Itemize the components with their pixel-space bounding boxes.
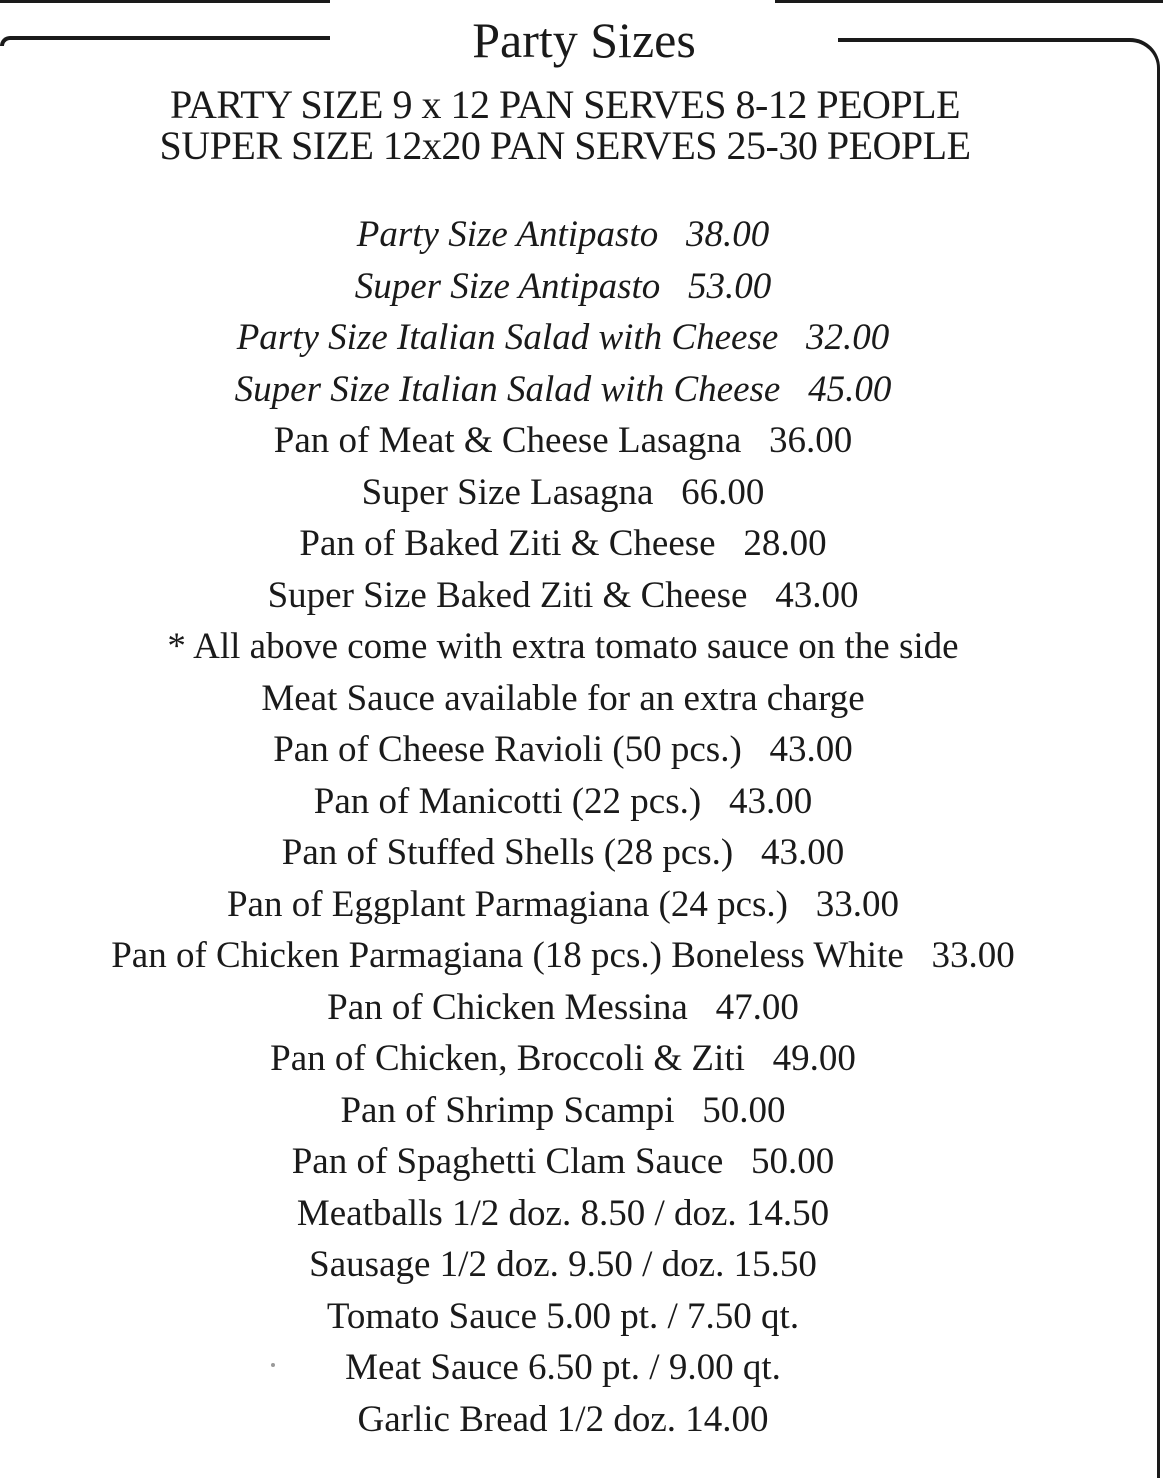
item-price: 43.00 <box>728 780 813 822</box>
item-price: 43.00 <box>761 832 845 873</box>
menu-item <box>0 209 1126 261</box>
menu-item <box>0 724 1126 776</box>
item-price: 36.00 <box>769 420 853 461</box>
item-name: Pan of Spaghetti Clam Sauce <box>291 1141 724 1182</box>
item-price: 45.00 <box>808 368 892 410</box>
item-name: Pan of Chicken, Broccoli & Ziti <box>270 1038 745 1079</box>
item-price: 28.00 <box>743 523 827 564</box>
menu-item <box>0 1342 1126 1394</box>
item-name: Garlic Bread 1/2 doz. 14.00 <box>357 1398 769 1440</box>
menu-item <box>0 415 1126 467</box>
menu-item <box>0 1085 1126 1137</box>
page-title: Party Sizes <box>472 12 696 68</box>
menu-item <box>0 776 1126 828</box>
menu-item <box>0 1136 1126 1188</box>
menu-item <box>0 930 1126 982</box>
item-price: 43.00 <box>775 574 859 616</box>
item-name: Pan of Baked Ziti & Cheese <box>299 523 716 564</box>
item-name: Pan of Eggplant Parmagiana (24 pcs.) <box>226 883 789 925</box>
item-price: 43.00 <box>769 729 853 770</box>
menu-item <box>0 1188 1126 1240</box>
item-name: Pan of Cheese Ravioli (50 pcs.) <box>273 729 742 770</box>
menu-item <box>0 261 1126 313</box>
item-name: Meatballs 1/2 doz. 8.50 / doz. 14.50 <box>296 1192 830 1234</box>
menu-item <box>0 364 1126 416</box>
menu-item <box>0 1033 1126 1085</box>
note-text: * All above come with extra tomato sauce on the side <box>167 626 959 667</box>
item-price: 33.00 <box>815 883 900 925</box>
menu-item-list <box>0 209 1126 1445</box>
item-name: Meat Sauce 6.50 pt. / 9.00 qt. <box>345 1347 781 1388</box>
item-name: Tomato Sauce 5.00 pt. / 7.50 qt. <box>326 1295 800 1337</box>
item-name: Sausage 1/2 doz. 9.50 / doz. 15.50 <box>309 1244 817 1285</box>
menu-item <box>0 1394 1126 1446</box>
item-name: Super Size Lasagna <box>361 471 654 513</box>
menu-item <box>0 467 1126 519</box>
menu-item <box>0 827 1126 879</box>
item-price: 38.00 <box>685 214 770 255</box>
item-name: Pan of Chicken Messina <box>327 986 688 1028</box>
menu-item <box>0 518 1126 570</box>
super-size-info: SUPER SIZE 12x20 PAN SERVES 25-30 PEOPLE <box>159 123 971 168</box>
menu-note <box>0 621 1126 673</box>
top-border-right <box>775 0 1163 3</box>
item-name: Super Size Baked Ziti & Cheese <box>267 574 748 616</box>
item-name: Pan of Chicken Parmagiana (18 pcs.) Boneless White <box>111 935 904 976</box>
item-price: 53.00 <box>688 265 772 307</box>
top-border-left <box>0 0 330 3</box>
item-price: 47.00 <box>715 986 799 1028</box>
menu-item <box>0 1291 1126 1343</box>
menu-item <box>0 312 1126 364</box>
menu-item <box>0 570 1126 622</box>
item-price: 32.00 <box>806 317 890 358</box>
item-price: 50.00 <box>702 1089 786 1131</box>
item-name: Party Size Italian Salad with Cheese <box>236 317 779 358</box>
menu-item <box>0 982 1126 1034</box>
item-price: 49.00 <box>772 1038 856 1079</box>
item-name: Super Size Antipasto <box>354 265 661 307</box>
item-name: Super Size Italian Salad with Cheese <box>234 368 781 410</box>
item-name: Pan of Manicotti (22 pcs.) <box>313 780 702 822</box>
menu-item <box>0 1239 1126 1291</box>
menu-note <box>0 673 1126 725</box>
item-price: 66.00 <box>681 471 765 513</box>
item-price: 50.00 <box>751 1141 835 1182</box>
scan-speck <box>271 1363 275 1367</box>
item-price: 33.00 <box>931 935 1015 976</box>
pan-sizes <box>0 84 1130 166</box>
item-name: Pan of Stuffed Shells (28 pcs.) <box>281 832 734 873</box>
item-name: Party Size Antipasto <box>356 214 659 255</box>
party-size-info: PARTY SIZE 9 x 12 PAN SERVES 8-12 PEOPLE <box>169 82 961 127</box>
note-text: Meat Sauce available for an extra charge <box>261 677 865 719</box>
item-name: Pan of Meat & Cheese Lasagna <box>273 420 742 461</box>
item-name: Pan of Shrimp Scampi <box>340 1089 675 1131</box>
title-rule-left <box>0 36 330 46</box>
menu-item <box>0 879 1126 931</box>
